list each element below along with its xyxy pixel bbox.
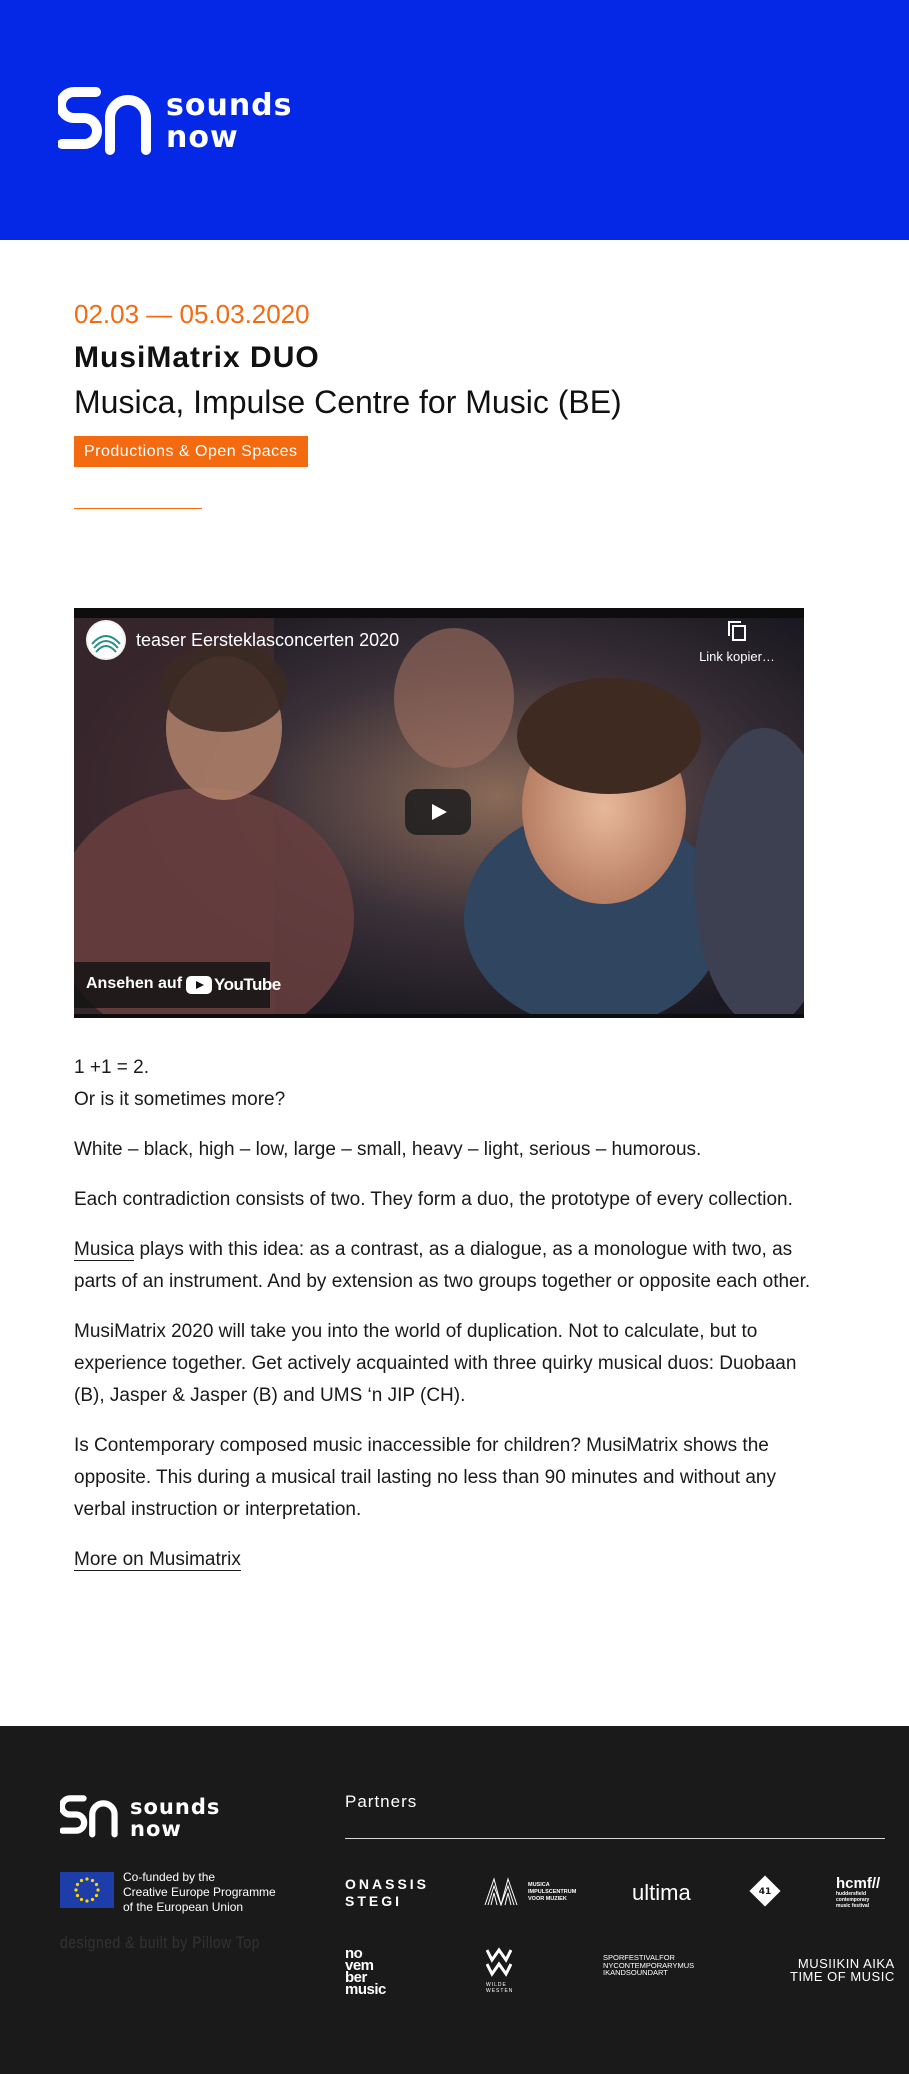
partners-divider [345, 1838, 885, 1839]
sounds-now-logo[interactable] [58, 84, 298, 160]
paragraph-5: MusiMatrix 2020 will take you into the world of duplication. Not to calculate, but to experience together. Get actively acquainted with three quirky musical duos: Duobaan (B), Jasper & Jasper (B) and UMS ‘n JIP (CH). [74, 1321, 797, 1406]
hcmf-line-1: huddersfield [836, 1891, 867, 1897]
copy-icon [727, 620, 747, 642]
youtube-play-icon [186, 976, 212, 994]
wilde-westen-label: WILDE WESTEN [486, 1982, 514, 1994]
watch-on-label: Ansehen auf [86, 975, 183, 992]
eu-text-line-2: Creative Europe Programme [123, 1885, 276, 1899]
event-date: 02.03 — 05.03.2020 [74, 299, 310, 329]
copy-link-button[interactable] [692, 620, 782, 680]
brand-word-1: sounds [166, 88, 293, 123]
hcmf-wordmark: hcmf// [836, 1875, 881, 1892]
article-body [74, 1052, 814, 1594]
partner-ultima-logo[interactable]: ultima [632, 1880, 691, 1905]
channel-avatar[interactable] [86, 620, 126, 660]
musiikin-line-2: TIME OF MUSIC [790, 1969, 895, 1984]
footer-brand-wordmark [130, 1796, 220, 1840]
sn-logo-icon [58, 84, 158, 160]
brand-wordmark [166, 90, 293, 154]
november-line-4: music [345, 1981, 386, 1998]
partner-wilde-westen-logo[interactable] [486, 1946, 514, 1994]
spor-line-2: NYCONTEMPORARYMUS [603, 1960, 695, 1970]
o41-diamond-icon [748, 1874, 782, 1908]
spor-line-3: IKANDSOUNDART [603, 1968, 668, 1977]
partners-title: Partners [345, 1792, 418, 1811]
footer-brand-word-1: sounds [130, 1795, 221, 1819]
musiikin-line-1: MUSIIKIN AIKA [797, 1956, 895, 1971]
november-line-2: vem [345, 1957, 374, 1974]
eu-text-line-1: Co-funded by the [123, 1870, 216, 1884]
onassis-line-1: ONASSIS [345, 1876, 430, 1892]
eu-text-line-3: of the European Union [123, 1900, 244, 1914]
event-title: MusiMatrix DUO [74, 341, 320, 374]
paragraph-1-line-2: Or is it sometimes more? [74, 1089, 286, 1110]
watch-on-youtube-button[interactable] [74, 962, 281, 1008]
play-button[interactable] [405, 789, 471, 835]
copy-link-label: Link kopier… [699, 649, 775, 664]
hcmf-line-3: music festival [836, 1903, 870, 1909]
channel-logo-icon [86, 620, 126, 660]
musica-link[interactable]: Musica [74, 1239, 135, 1260]
brand-word-2: now [166, 120, 239, 155]
partner-musica-logo[interactable] [484, 1876, 584, 1906]
designed-by-credit[interactable]: designed & built by Pillow Top [60, 1932, 260, 1952]
onassis-line-2: STEGI [345, 1893, 403, 1909]
musica-line-2: IMPULSCENTRUM [528, 1889, 577, 1895]
paragraph-2: White – black, high – low, large – small, heavy – light, serious – humorous. [74, 1139, 702, 1160]
site-header [0, 0, 909, 240]
partner-o41-logo[interactable] [748, 1874, 782, 1908]
musica-line-1: MUSICA [528, 1882, 550, 1888]
eu-cofunding-text [123, 1870, 293, 1915]
paragraph-1-line-1: 1 +1 = 2. [74, 1057, 150, 1078]
partner-hcmf-logo[interactable] [836, 1876, 880, 1909]
musica-line-3: VOOR MUZIEK [528, 1896, 567, 1902]
video-embed[interactable] [74, 608, 804, 1018]
november-line-3: ber [345, 1969, 367, 1986]
paragraph-3: Each contradiction consists of two. They form a duo, the prototype of every collection. [74, 1189, 793, 1210]
paragraph-6: Is Contemporary composed music inaccessible for children? MusiMatrix shows the opposite. This during a musical trail lasting no less than 90 minutes and without any verbal instruction or interpretation. [74, 1435, 776, 1520]
paragraph-1 [74, 1052, 814, 1116]
event-venue: Musica, Impulse Centre for Music (BE) [74, 384, 622, 420]
november-line-1: no [345, 1945, 363, 1962]
footer-sounds-now-logo[interactable] [60, 1792, 260, 1842]
video-title[interactable]: teaser Eersteklasconcerten 2020 [136, 630, 400, 650]
musica-wordmark [528, 1882, 576, 1903]
footer-brand-word-2: now [130, 1817, 182, 1841]
accent-divider [74, 508, 202, 509]
paragraph-4 [74, 1234, 814, 1298]
paragraph-4-text: plays with this idea: as a contrast, as a dialogue, as a monologue with two, as parts of an instrument. And by extension as two groups together or opposite each other. [74, 1239, 811, 1292]
eu-flag-icon [60, 1872, 114, 1908]
partner-musiikin-aika-logo[interactable] [790, 1957, 895, 1983]
partner-onassis-stegi-logo[interactable] [345, 1876, 429, 1910]
event-category-tag[interactable]: Productions & Open Spaces [74, 436, 308, 467]
more-link-wrap [74, 1544, 814, 1576]
musica-mark-icon [484, 1876, 518, 1906]
footer-sn-logo-icon [60, 1792, 122, 1842]
partner-spor-festival-logo[interactable] [603, 1954, 694, 1977]
hcmf-line-2: contemporary [836, 1897, 870, 1903]
o41-label: 41 [758, 1887, 772, 1897]
wilde-westen-w-icon [486, 1946, 512, 1980]
more-on-musimatrix-link[interactable]: More on Musimatrix [74, 1549, 241, 1570]
youtube-wordmark: YouTube [214, 975, 281, 994]
partner-november-music-logo[interactable] [345, 1945, 405, 1998]
spor-line-1: SPORFESTIVALFOR [603, 1953, 675, 1962]
site-footer [0, 1726, 909, 2074]
